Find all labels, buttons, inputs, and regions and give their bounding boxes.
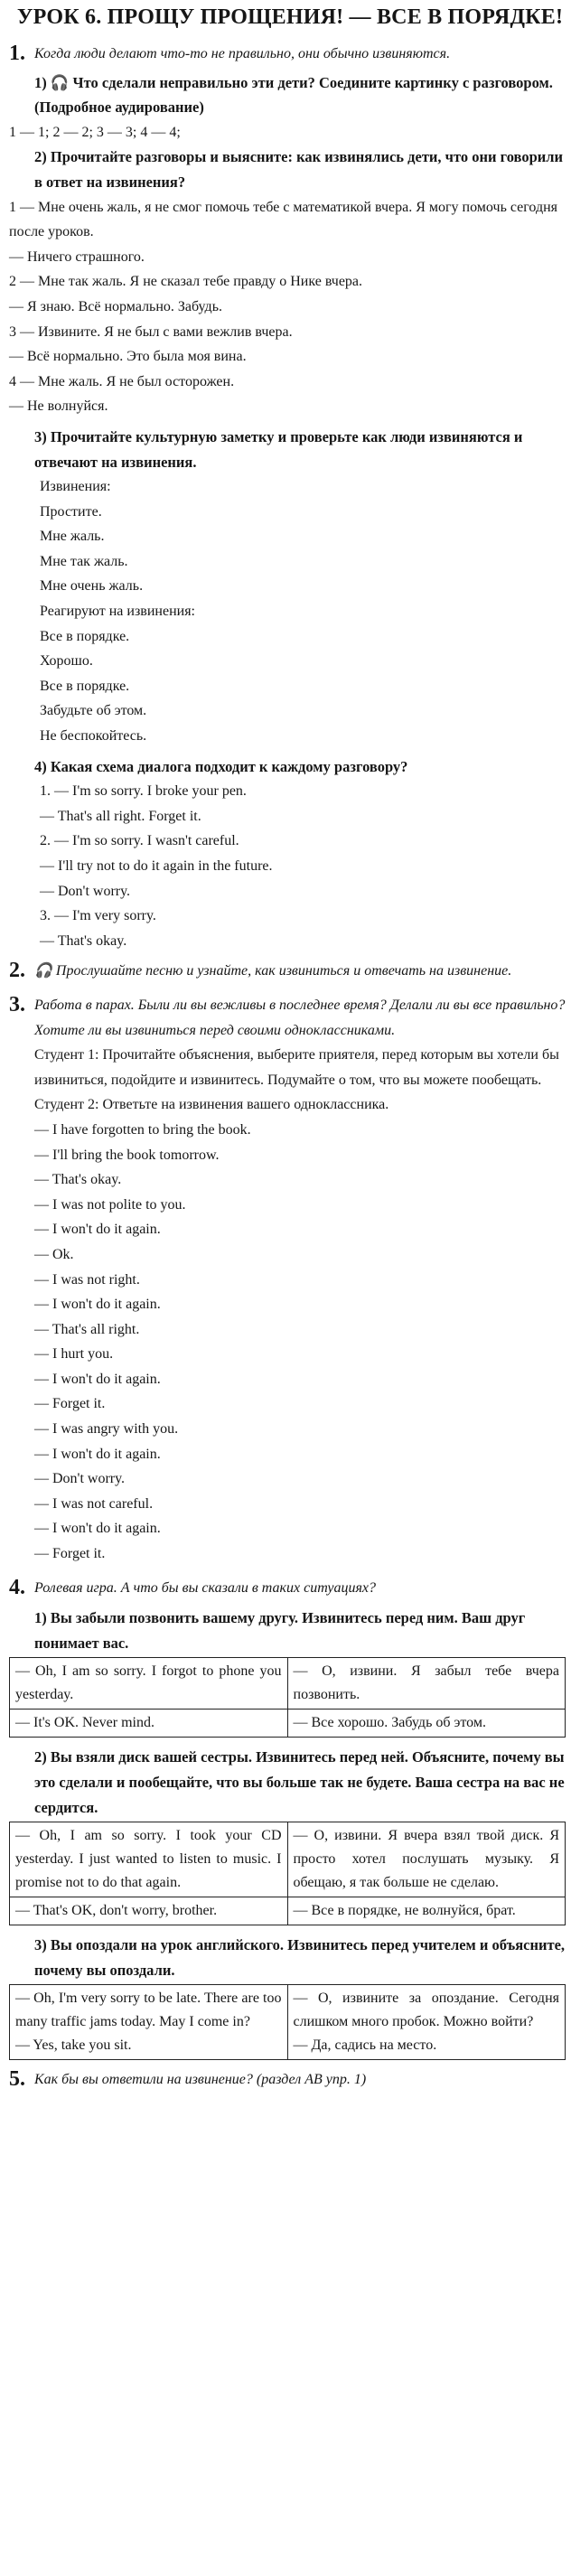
text-line: Хорошо.: [40, 653, 93, 670]
exercise-3-intro: Работа в парах. Были ли вы вежливы в последнее время? Делали ли вы все правильно? Хотите ли вы извиниться перед своими одноклассниками.: [34, 997, 566, 1038]
exercise-1: [9, 42, 571, 67]
table-cell-english: — It's OK. Never mind.: [10, 1710, 288, 1738]
text-line: 2 — Мне так жаль. Я не сказал тебе правду о Нике вчера.: [9, 274, 363, 290]
text-line: Все в порядке.: [40, 678, 130, 694]
exercise-3: [9, 993, 571, 1043]
text-line: — Don't worry.: [34, 1471, 126, 1487]
table-row: [10, 1897, 566, 1925]
text-line: — I was not careful.: [34, 1495, 154, 1512]
text-line: — Всё нормально. Это была моя вина.: [9, 349, 247, 365]
text-line: — Ok.: [34, 1246, 74, 1262]
text-line: 2. — I'm so sorry. I wasn't careful.: [40, 833, 239, 849]
text-line: — I'll try not to do it again in the future.: [40, 858, 273, 874]
text-line: — I'll bring the book tomorrow.: [34, 1147, 220, 1163]
table-cell-english: — That's OK, don't worry, brother.: [10, 1897, 288, 1925]
exercise-5: [9, 2067, 571, 2093]
text-line: Простите.: [40, 503, 102, 520]
text-line: — I was not polite to you.: [34, 1196, 186, 1213]
situation-3-heading: 3) Вы опоздали на урок английского. Извинитесь перед учителем и объясните, почему вы опоздали.: [34, 1936, 566, 1979]
text-line: — Don't worry.: [40, 883, 131, 899]
table-cell-russian: — О, извини. Я вчера взял твой диск. Я просто хотел послушать музыку. Я обещаю, я так больше не сделаю.: [287, 1822, 566, 1897]
exercise-4-intro: Ролевая игра. А что бы вы сказали в таких ситуациях?: [34, 1579, 376, 1596]
student-1-instruction: Студент 1: Прочитайте объяснения, выберите приятеля, перед которым вы хотели бы извиниться, подойдите и извинитесь. Подумайте о том, что вы можете пообещать.: [34, 1047, 559, 1088]
task-4-lines: [9, 779, 571, 953]
exercise-number: 1.: [9, 42, 25, 65]
text-line: Мне так жаль.: [40, 553, 128, 569]
table-row: [10, 1710, 566, 1738]
task-2-lines: [9, 195, 571, 419]
text-line: Извинения:: [40, 479, 111, 495]
table-cell-russian: — Все в порядке, не волнуйся, брат.: [287, 1897, 566, 1925]
text-line: — That's all right. Forget it.: [40, 808, 201, 824]
text-line: — That's okay.: [40, 932, 127, 949]
text-line: 3. — I'm very sorry.: [40, 908, 156, 924]
exercise-1-intro: Когда люди делают что-то не правильно, они обычно извиняются.: [34, 46, 451, 61]
text-line: Мне жаль.: [40, 529, 105, 545]
text-line: 1 — Мне очень жаль, я не смог помочь тебе с математикой вчера. Я могу помочь сегодня после уроков.: [9, 199, 558, 240]
text-line: — That's okay.: [34, 1172, 122, 1188]
text-line: — I was not right.: [34, 1271, 140, 1288]
text-line: — I was angry with you.: [34, 1421, 179, 1438]
task-1-heading: 1) 🎧 Что сделали неправильно эти дети? Соедините картинку с разговором. (Подробное аудирование): [34, 73, 553, 117]
text-line: — I won't do it again.: [34, 1371, 161, 1387]
situation-3-table: [9, 1984, 566, 2060]
text-line: — Не волнуйся.: [9, 398, 108, 415]
text-line: — I won't do it again.: [34, 1446, 161, 1462]
task-1-answer: 1 — 1; 2 — 2; 3 — 3; 4 — 4;: [9, 124, 181, 140]
table-cell-english: — Oh, I am so sorry. I forgot to phone you yesterday.: [10, 1658, 288, 1710]
exercise-2: [9, 959, 571, 984]
text-line: — Forget it.: [34, 1396, 106, 1412]
text-line: — Forget it.: [34, 1546, 106, 1562]
exercise-3-lines: [9, 1118, 571, 1567]
task-3-lines: [9, 474, 571, 749]
table-row: [10, 1822, 566, 1897]
exercise-number: 2.: [9, 959, 25, 983]
table-cell-russian: — О, извини. Я забыл тебе вчера позвонить.: [287, 1658, 566, 1710]
task-4-heading: 4) Какая схема диалога подходит к каждому разговору?: [34, 757, 408, 775]
exercise-number: 5.: [9, 2067, 25, 2092]
table-row: [10, 1658, 566, 1710]
situation-2-table: [9, 1822, 566, 1925]
text-line: — I won't do it again.: [34, 1297, 161, 1313]
text-line: Не беспокойтесь.: [40, 728, 147, 745]
text-line: Забудьте об этом.: [40, 703, 147, 719]
table-cell-english: — Oh, I am so sorry. I took your CD yesterday. I just wanted to listen to music. I promise not to do that again.: [10, 1822, 288, 1897]
table-cell-russian: — О, извините за опоздание. Сегодня слишком много пробок. Можно войти? — Да, садись на место.: [287, 1985, 566, 2060]
text-line: — That's all right.: [34, 1321, 140, 1337]
table-cell-russian: — Все хорошо. Забудь об этом.: [287, 1710, 566, 1738]
situation-1-heading: 1) Вы забыли позвонить вашему другу. Извинитесь перед ним. Ваш друг понимает вас.: [34, 1609, 526, 1652]
text-line: — I won't do it again.: [34, 1222, 161, 1238]
exercise-2-text: 🎧 Прослушайте песню и узнайте, как извиниться и отвечать на извинение.: [34, 963, 512, 979]
situation-2-heading: 2) Вы взяли диск вашей сестры. Извинитесь перед ней. Объясните, почему вы это сделали и пообещайте, что вы больше так не будете. Ваша сестра на вас не сердится.: [34, 1748, 565, 1816]
exercise-5-text: Как бы вы ответили на извинение? (раздел АВ упр. 1): [34, 2072, 367, 2088]
text-line: 3 — Извините. Я не был с вами вежлив вчера.: [9, 323, 293, 340]
text-line: 1. — I'm so sorry. I broke your pen.: [40, 783, 247, 800]
text-line: Реагируют на извинения:: [40, 604, 195, 620]
exercise-4: [9, 1576, 571, 1601]
text-line: Мне очень жаль.: [40, 578, 144, 595]
page-title: УРОК 6. ПРОЩУ ПРОЩЕНИЯ! — ВСЕ В ПОРЯДКЕ!: [16, 5, 564, 29]
student-2-instruction: Студент 2: Ответьте на извинения вашего одноклассника.: [34, 1097, 389, 1113]
table-cell-english: — Oh, I'm very sorry to be late. There are too many traffic jams today. May I come in? — Yes, take you sit.: [10, 1985, 288, 2060]
task-3-heading: 3) Прочитайте культурную заметку и проверьте как люди извиняются и отвечают на извинения.: [34, 427, 523, 471]
text-line: — Ничего страшного.: [9, 248, 145, 265]
situation-1-table: [9, 1657, 566, 1738]
task-2-heading: 2) Прочитайте разговоры и выясните: как извинялись дети, что они говорили в ответ на извинения?: [34, 148, 564, 191]
text-line: Все в порядке.: [40, 628, 130, 644]
text-line: — I won't do it again.: [34, 1521, 161, 1537]
text-line: — Я знаю. Всё нормально. Забудь.: [9, 298, 222, 314]
text-line: — I hurt you.: [34, 1346, 114, 1363]
text-line: — I have forgotten to bring the book.: [34, 1121, 251, 1138]
text-line: 4 — Мне жаль. Я не был осторожен.: [9, 373, 235, 389]
exercise-number: 3.: [9, 992, 25, 1016]
table-row: [10, 1985, 566, 2060]
exercise-number: 4.: [9, 1575, 25, 1599]
